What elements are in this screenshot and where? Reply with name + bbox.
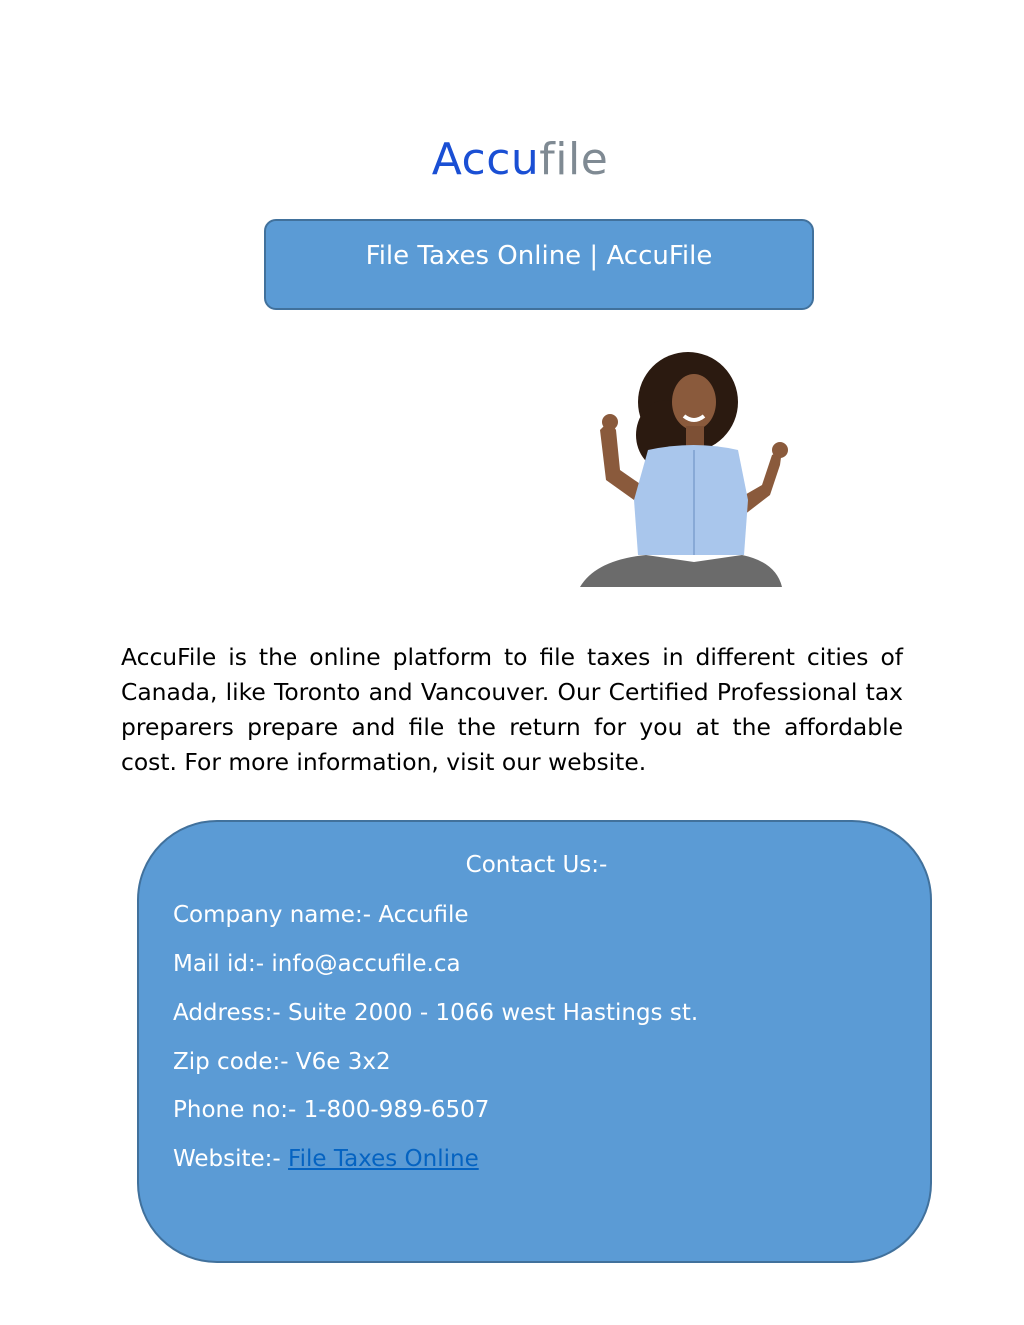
- website-link[interactable]: File Taxes Online: [288, 1146, 479, 1172]
- website-label: Website:-: [173, 1146, 281, 1172]
- address-row: [173, 1000, 698, 1026]
- title-banner: [264, 219, 814, 310]
- website-row: [173, 1146, 479, 1172]
- contact-heading: Contact Us:-: [465, 852, 608, 878]
- zip-label: Zip code:-: [173, 1049, 289, 1075]
- description-paragraph: AccuFile is the online platform to file taxes in different cities of Canada, like Toronto and Vancouver. Our Certified Professional tax preparers prepare and file the return for you at the affordable cost. For more information, visit our website.: [121, 643, 903, 776]
- address-value: Suite 2000 - 1066 west Hastings st.: [287, 1000, 699, 1026]
- logo-file-text: file: [539, 134, 609, 185]
- mail-label: Mail id:-: [173, 951, 265, 977]
- mail-value: info@accufile.ca: [271, 951, 461, 977]
- neck-shape: [686, 426, 704, 446]
- contact-box: [137, 820, 932, 1263]
- blouse-shape: [634, 445, 748, 555]
- address-label: Address:-: [173, 1000, 281, 1026]
- mail-row: [173, 951, 461, 977]
- left-hand-shape: [602, 414, 618, 430]
- pants-shape: [580, 555, 782, 587]
- right-hand-shape: [772, 442, 788, 458]
- phone-label: Phone no:-: [173, 1097, 297, 1123]
- logo-accu-text: Accu: [431, 134, 540, 185]
- phone-value: 1-800-989-6507: [303, 1097, 490, 1123]
- accufile-logo: [0, 136, 1024, 184]
- zip-row: [173, 1049, 391, 1075]
- woman-photo: [576, 350, 788, 587]
- company-row: [173, 902, 469, 928]
- zip-value: V6e 3x2: [295, 1049, 391, 1075]
- company-label: Company name:-: [173, 902, 372, 928]
- company-value: Accufile: [378, 902, 469, 928]
- page-title: File Taxes Online | AccuFile: [365, 241, 713, 271]
- phone-row: [173, 1097, 489, 1123]
